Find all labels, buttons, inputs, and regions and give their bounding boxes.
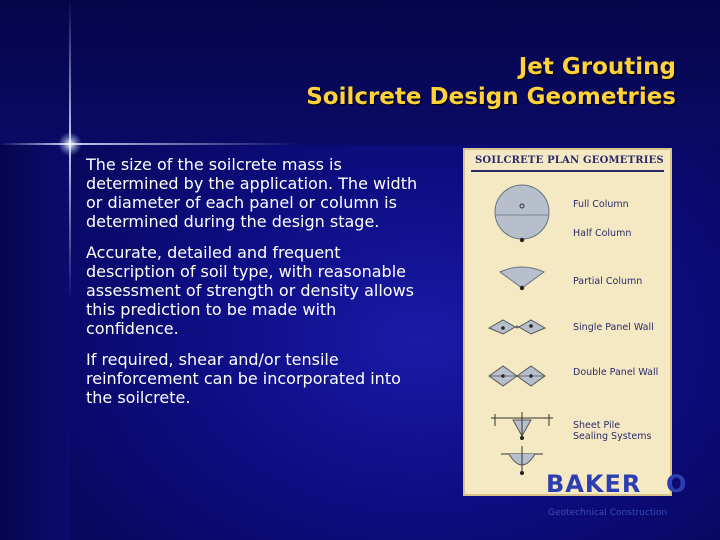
watermark-subtitle: Geotechnical Construction	[548, 508, 668, 518]
label-full-column: Full Column	[573, 199, 629, 210]
left-band	[0, 145, 70, 540]
watermark-brand: BAKER	[546, 470, 642, 498]
paragraph-2: Accurate, detailed and frequent description of soil type, with reasonable assessment of strength or density allows this prediction to be made with confidence.	[86, 243, 415, 338]
label-single-panel-wall: Single Panel Wall	[573, 322, 654, 333]
baker-watermark	[546, 470, 686, 522]
slide-title-line2: Soilcrete Design Geometries	[306, 84, 676, 110]
paragraph-1: The size of the soilcrete mass is determined by the application. The width or diameter of each panel or column is determined during the design stage.	[86, 155, 418, 231]
label-sheet-pile-1: Sheet Pile	[573, 420, 621, 431]
figure-title: SOILCRETE PLAN GEOMETRIES	[475, 155, 664, 166]
slide-title-line1: Jet Grouting	[518, 54, 676, 80]
partial-column-icon	[500, 267, 544, 290]
full-column-icon	[495, 185, 549, 242]
label-sheet-pile-2: Sealing Systems	[573, 431, 652, 442]
double-panel-wall-icon	[489, 366, 545, 386]
star-flare-horizontal	[0, 143, 300, 145]
paragraph-3: If required, shear and/or tensile reinforcement can be incorporated into the soilcrete.	[86, 350, 401, 407]
label-partial-column: Partial Column	[573, 276, 643, 287]
single-panel-wall-icon	[489, 320, 545, 334]
label-half-column: Half Column	[573, 228, 632, 239]
star-glow-icon	[58, 132, 82, 156]
body-text	[86, 155, 431, 419]
label-double-panel-wall: Double Panel Wall	[573, 367, 659, 378]
soilcrete-geometries-figure	[463, 148, 672, 496]
slide-title	[306, 52, 676, 112]
watermark-letter: O	[666, 470, 687, 498]
sheet-pile-sealing-icon	[491, 412, 553, 475]
